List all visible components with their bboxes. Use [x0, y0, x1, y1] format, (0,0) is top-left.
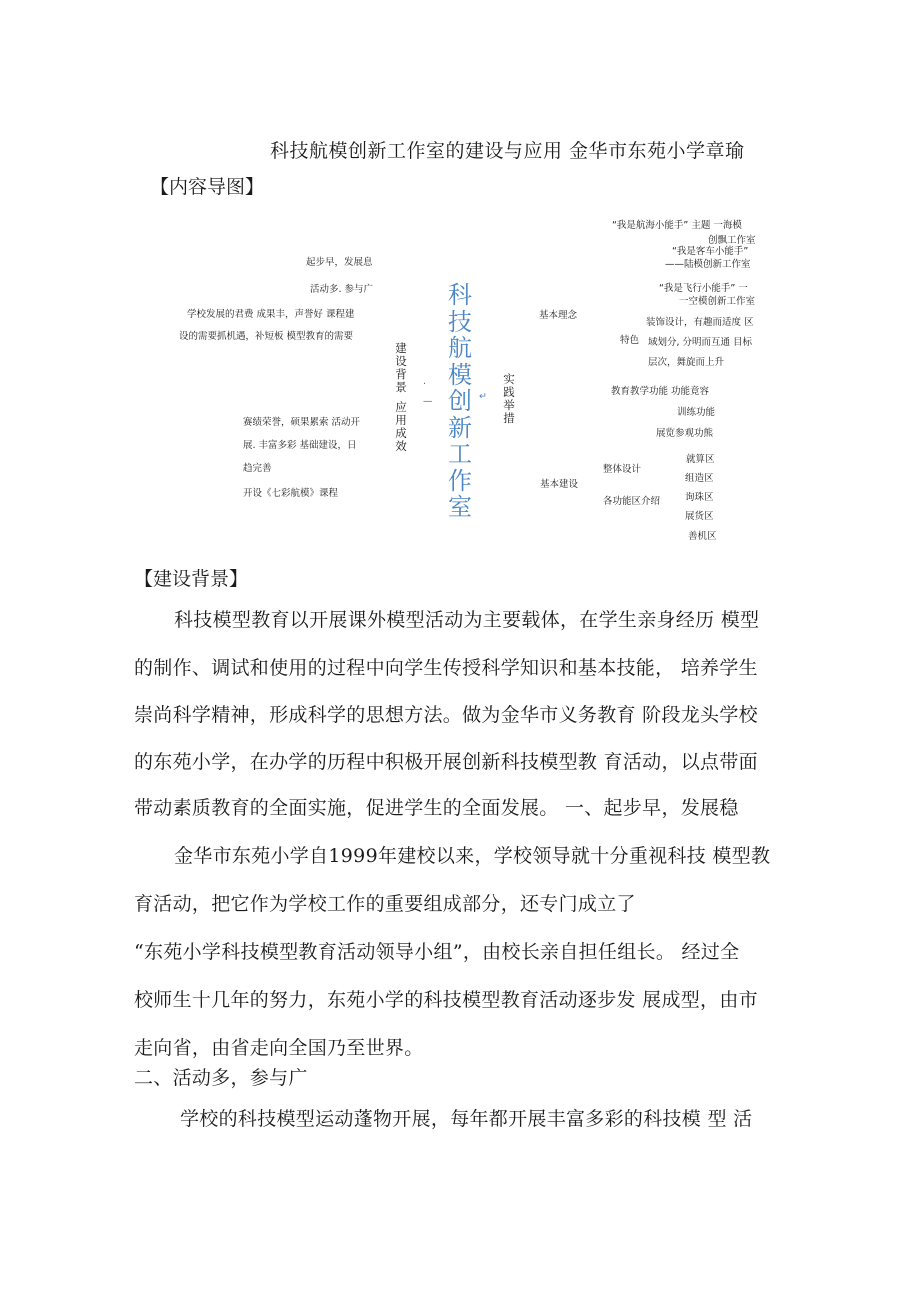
- section-subheading: 二、活动多，参与广: [134, 1067, 308, 1089]
- mindmap-left-item: 起步早，发展息: [306, 257, 373, 268]
- mindmap-branch-practice: 实践举措: [503, 372, 515, 425]
- paragraph-line: 育活动，把它作为学校工作的重要组成部分，还专门成立了: [134, 893, 636, 915]
- mindmap-zone: 善机区: [688, 531, 717, 542]
- mindmap-right-item: 创飘工作室: [708, 235, 756, 246]
- paragraph-line: 带动素质教育的全面实施，促进学生的全面发展。 一、起步早，发展稳: [134, 797, 739, 819]
- document-title: 科技航模创新工作室的建设与应用 金华市东苑小学章瑜: [270, 140, 745, 162]
- mindmap-right-item: 装饰设计，有趣而适度 区: [646, 317, 754, 328]
- mindmap-right-item: “我是航海小能手” 主题 一海模: [612, 220, 742, 231]
- paragraph-line: 校师生十几年的努力，东苑小学的科技模型教育活动逐步发 展成型，由市: [134, 989, 758, 1011]
- mindmap-left-item: 开设《七彩航模》课程: [243, 488, 339, 499]
- mindmap-zone: 就算区: [686, 454, 715, 465]
- mindmap-training: 训练功能: [677, 407, 716, 418]
- mindmap-branch-results: 应用成效: [395, 400, 407, 453]
- paragraph-line: 的东苑小学，在办学的历程中积极开展创新科技模型教 育活动，以点带面: [134, 751, 758, 773]
- mindmap-exhibit: 展览参观功熊: [656, 428, 714, 439]
- connector-mark: —: [423, 396, 433, 407]
- mindmap-basic-idea: 基本理念: [539, 310, 578, 321]
- mindmap-zone: 展货区: [685, 511, 714, 522]
- mindmap-edu-function: 教育教学功能 功能竟容: [611, 386, 710, 397]
- paragraph-line: 的制作、调试和使用的过程中向学生传授科学知识和基本技能， 培养学生: [134, 657, 758, 679]
- paragraph-line: 学校的科技模型运动蓬物开展，每年都开展丰富多彩的科技模 型 活: [180, 1108, 753, 1130]
- mindmap-left-item: 赛绩荣誉，硕果累索 活动开: [243, 417, 361, 428]
- mindmap-left-item: 设的需要抓机遇，补短板 模型教育的需要: [179, 331, 354, 342]
- mindmap-features: 特色: [620, 335, 640, 346]
- mindmap-left-item: 展. 丰富多彩 基础建设，日: [243, 440, 357, 451]
- paragraph-line: 科技模型教育以开展课外模型活动为主要载体，在学生亲身经历 模型: [174, 609, 760, 631]
- mindmap-basic-build: 基本建设: [540, 479, 579, 490]
- mindmap-center-title: 科技航模创新工作室: [448, 281, 472, 521]
- mindmap-left-item: 趋完善: [243, 463, 272, 474]
- section-heading-background: 【建设背景】: [134, 568, 249, 590]
- mindmap-zones-intro: 各功能区介绍: [603, 496, 661, 507]
- mindmap-right-item: “我是飞行小能手” 一: [659, 283, 748, 294]
- mindmap-branch-background: 建设背景: [395, 341, 407, 394]
- mindmap-right-item: 域划分, 分明而互通 目标: [648, 337, 753, 348]
- mindmap-overall: 整体设计: [603, 464, 642, 475]
- paragraph-line: “东苑小学科技模型教育活动领导小组”，由校长亲自担任组长。 经过全: [134, 941, 740, 963]
- mindmap-zone: 询珠区: [685, 492, 714, 503]
- paragraph-line: 走向省，由省走向全国乃至世界。: [134, 1037, 424, 1059]
- mindmap-right-item: “我是客车小能手”: [672, 246, 749, 257]
- section-heading-content-map: 【内容导图】: [150, 176, 265, 198]
- paragraph-line: 崇尚科学精神，形成科学的思想方法。做为金华市义务教育 阶段龙头学校: [134, 704, 758, 726]
- connector-arrow-icon: ↵: [479, 391, 487, 402]
- mindmap-left-item: 活动多. 参与广: [310, 284, 374, 295]
- mindmap-right-item: 层次，舞旋而上升: [648, 357, 725, 368]
- mindmap-right-item: ——陆模创新工作室: [665, 259, 751, 270]
- mindmap-left-item: 学校发展的君费 成果丰，声誉好 课程建: [187, 309, 355, 320]
- mindmap-right-item: 一空模创新工作室: [679, 296, 756, 307]
- connector-mark: ·: [423, 379, 427, 390]
- mindmap-zone: 组造区: [685, 473, 714, 484]
- paragraph-line: 金华市东苑小学自1999年建校以来，学校领导就十分重视科技 模型教: [174, 845, 771, 867]
